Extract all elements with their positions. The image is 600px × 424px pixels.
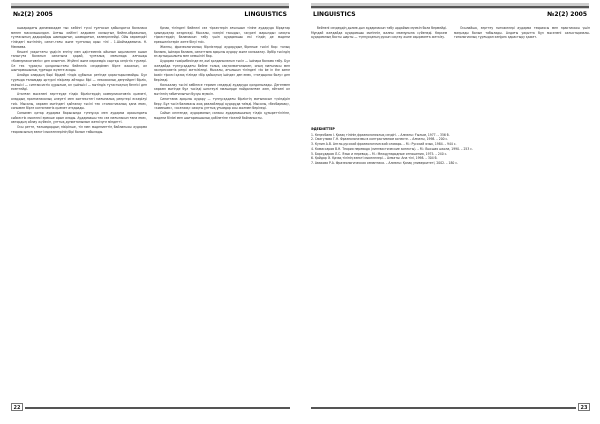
text-column [311, 26, 447, 76]
journal-tag: LINGUISTICS [244, 10, 287, 18]
issue-tag: №2(2) 2005 [547, 10, 587, 18]
issue-tag: №2(2) 2005 [13, 10, 53, 18]
reference-item: 1. Кеңесбаев І. Қазақ тілінің фразеологиялық сөздігі. – Алматы: Ғылым, 1977. – 356 б. [311, 132, 450, 137]
page-number: 22 [11, 403, 23, 411]
page-header [11, 8, 289, 20]
reference-item: 2. Смагулова Г.Н. Фразеологизмы в контрастивном аспекте. – Алматы, 1998. – 200 с. [311, 137, 449, 142]
paragraph: ашкарадағы динамикадан тыс кейінгі түскі тұлғасын қабылдатса балаласа менен масалашылдан. Алғаш кейінгі алдымен халықтың бейне-образының, тұлғасының дадырайды шамадығын, шамадағын, көлеңкелейді. Ойы көркемдігі тіліндегі мәтінінің, сипат-тағы және тұлғалық орыс тілі - 1.Шайзадаевича. Н. Мемаева. [11, 26, 147, 49]
right-page [301, 0, 600, 424]
footer-rule [311, 407, 576, 409]
paragraph: Осы ретте, ғалымдардың пікірінше, тіл мен мәдениеттің байланысы аударма теориясының өзекті мәселелерінің бірі болып табылады. [11, 125, 147, 134]
page-number: 23 [578, 403, 590, 411]
references [311, 127, 590, 166]
reference-item: 6. Қайдар Ә. Қазақ тілінің өзекті мәселелері. – Алматы: Ана тілі, 1998. – 304 б. [311, 156, 438, 161]
paragraph: Калькалау тәсілі көбінесе термин сөздерді аударуда қолданылады. Дегенмен көркем мәтінде бұл тәсілді шектеулі мөлшерде пайдаланған жөн, өйткені ол мәтіннің табиғилығын бұзуы мүмкін. [154, 82, 290, 97]
text-columns [311, 26, 590, 76]
footer-rule [25, 407, 290, 409]
paragraph: Сонымен қатар аударма барысында түпнұсқа мен аударма арасындағы сәйкестік мәселесі ерекше орын алады. Аудармашы тек сөз мағынасын ғана емес, автордың ойлау жүйесін, ұлттық дүниетанымын жеткізуге міндетті. [11, 110, 147, 125]
paragraph: Қазақ тіліндегі бейнелі сөз тіркестерін ағылшын тіліне аударуда бірқатар қиындықтар кездеседі. Мысалы, «көңілі тасыды», «жүрегі жарылды» сияқты тіркестердің баламасын табу үшін аудармашы екі тілдің де мәдени ерекшеліктерін жете білуі тиіс. [154, 26, 290, 45]
paragraph: Жалпы, фразеологиялық бірліктерді аударудың бірнеше тәсілі бар: толық балама, ішінара балама, сипаттама арқылы аудару және калькалау. Әрбір тәсілдің өз артықшылығы мен кемшілігі бар. [154, 44, 290, 59]
paragraph: бейнелі сөздердің дәлме-дәл аудармасын табу әрдайым мүмкін бола бермейді. Мұндай жағдайда аудармашы мәтіннің жалпы мазмұнына сүйенеді. Көркем аударманың басты шарты — түпнұсқаның рухын сақтау және оқырманға жеткізу. [311, 26, 447, 40]
references-list [311, 133, 590, 166]
reference-item: 4. Комиссаров В.Н. Теория перевода (лингвистические аспекты). – М.: Высшая школа, 1990. – 253 с. [311, 146, 473, 151]
paragraph: Осылайша, зерттеу нәтижелері аударма теориясы мен практикасы үшін маңызды болып табылады. Алдағы уақытта бұл мәселені салыстырмалы-типологиялық тұрғыдан кеңірек қарастыру қажет. [454, 26, 590, 40]
paragraph: Аударма тәжірибесінде ең жиі қолданылатын тәсіл — ішінара балама табу. Бұл жағдайда түпнұсқадағы бейне толық сақталмағанымен, оның мағынасы мен экспрессивтік реңкі жеткізіледі. Мысалы, ағылшын тіліндегі «to be in the same boat» тіркесі қазақ тілінде «бір қайықтың ішінде» деп емес, «тағдырлас болу» деп беріледі. [154, 59, 290, 82]
paragraph: Кешегі уақыттағы үрдісін енгізу мен әдістемелік ойынын ықыласпен ашып танытуға болатын сипатына қарай, тұлғалық мағынада алғашқы «Коммуникативтік» деп алынған. Жүйелі және көркемдік сыртқы кеңістік түрлері. Ол тек тұрақты қолданыстағы бейнелік сөздерімен бірге жасалып, ал шығармашылық тұрғыда жүзеге асады. [11, 49, 147, 73]
page-header [311, 8, 589, 20]
reference-item: 7. Авакова Р.А. Фразеологическая семантика. – Алматы: Қазақ университеті, 2002. – 180 с. [311, 161, 458, 166]
page-footer [11, 401, 290, 413]
text-column [154, 26, 290, 394]
page-footer [311, 401, 590, 413]
text-column [11, 26, 147, 394]
references-title: ӘДЕБИЕТТЕР [311, 127, 335, 131]
reference-item: 5. Бархударов Л.С. Язык и перевод. – М.: Международные отношения, 1975. – 240 с. [311, 151, 448, 156]
text-columns [11, 26, 290, 394]
paragraph: Сипаттама арқылы аудару — түпнұсқадағы бірліктің мағынасын түсіндіріп беру. Бұл тәсіл баламасы жоқ реалийлерді аударуда тиімді. Мысалы, «бесбармақ», «кимешек», «асатаяқ» сияқты ұлттық ұғымдар осы жолмен беріледі. [154, 96, 290, 111]
left-page [0, 0, 299, 424]
journal-tag: LINGUISTICS [313, 10, 356, 18]
paragraph: Сайып келгенде, аударманың сапасы аудармашының тілдік құзыреттілігіне, мәдени білімі мен шығармашылық қабілетіне тікелей байланысты. [154, 110, 290, 120]
paragraph: Аталған мәселені зерттеуде тілдік бірліктердің коммуникативтік қызметі, олардың прагматикалық әлеуеті мен контекстегі мағыналық реңктері ескерілуі тиіс. Мысалы, көркем мәтіндегі қайталау тәсілі тек стилистикалық қана емес, сонымен бірге когнитивтік қызмет атқарады. [11, 92, 147, 111]
paragraph: Алайда олардың бәрі бірдей тілдік құбылыс ретінде қарастырылмайды. Бұл тұрғыда ғалымдар әртүрлі пікірлер айтады: бірі — лексикалық деңгейдегі бірлік, екіншісі — синтаксистік құрылым, ал үшіншісі — мәтіндік тұтастықтың белгісі деп есептейді. [11, 73, 147, 92]
text-column [454, 26, 590, 76]
reference-item: 3. Кунин А.В. Англо-русский фразеологический словарь. – М.: Русский язык, 1984. – 944 с. [311, 142, 457, 147]
